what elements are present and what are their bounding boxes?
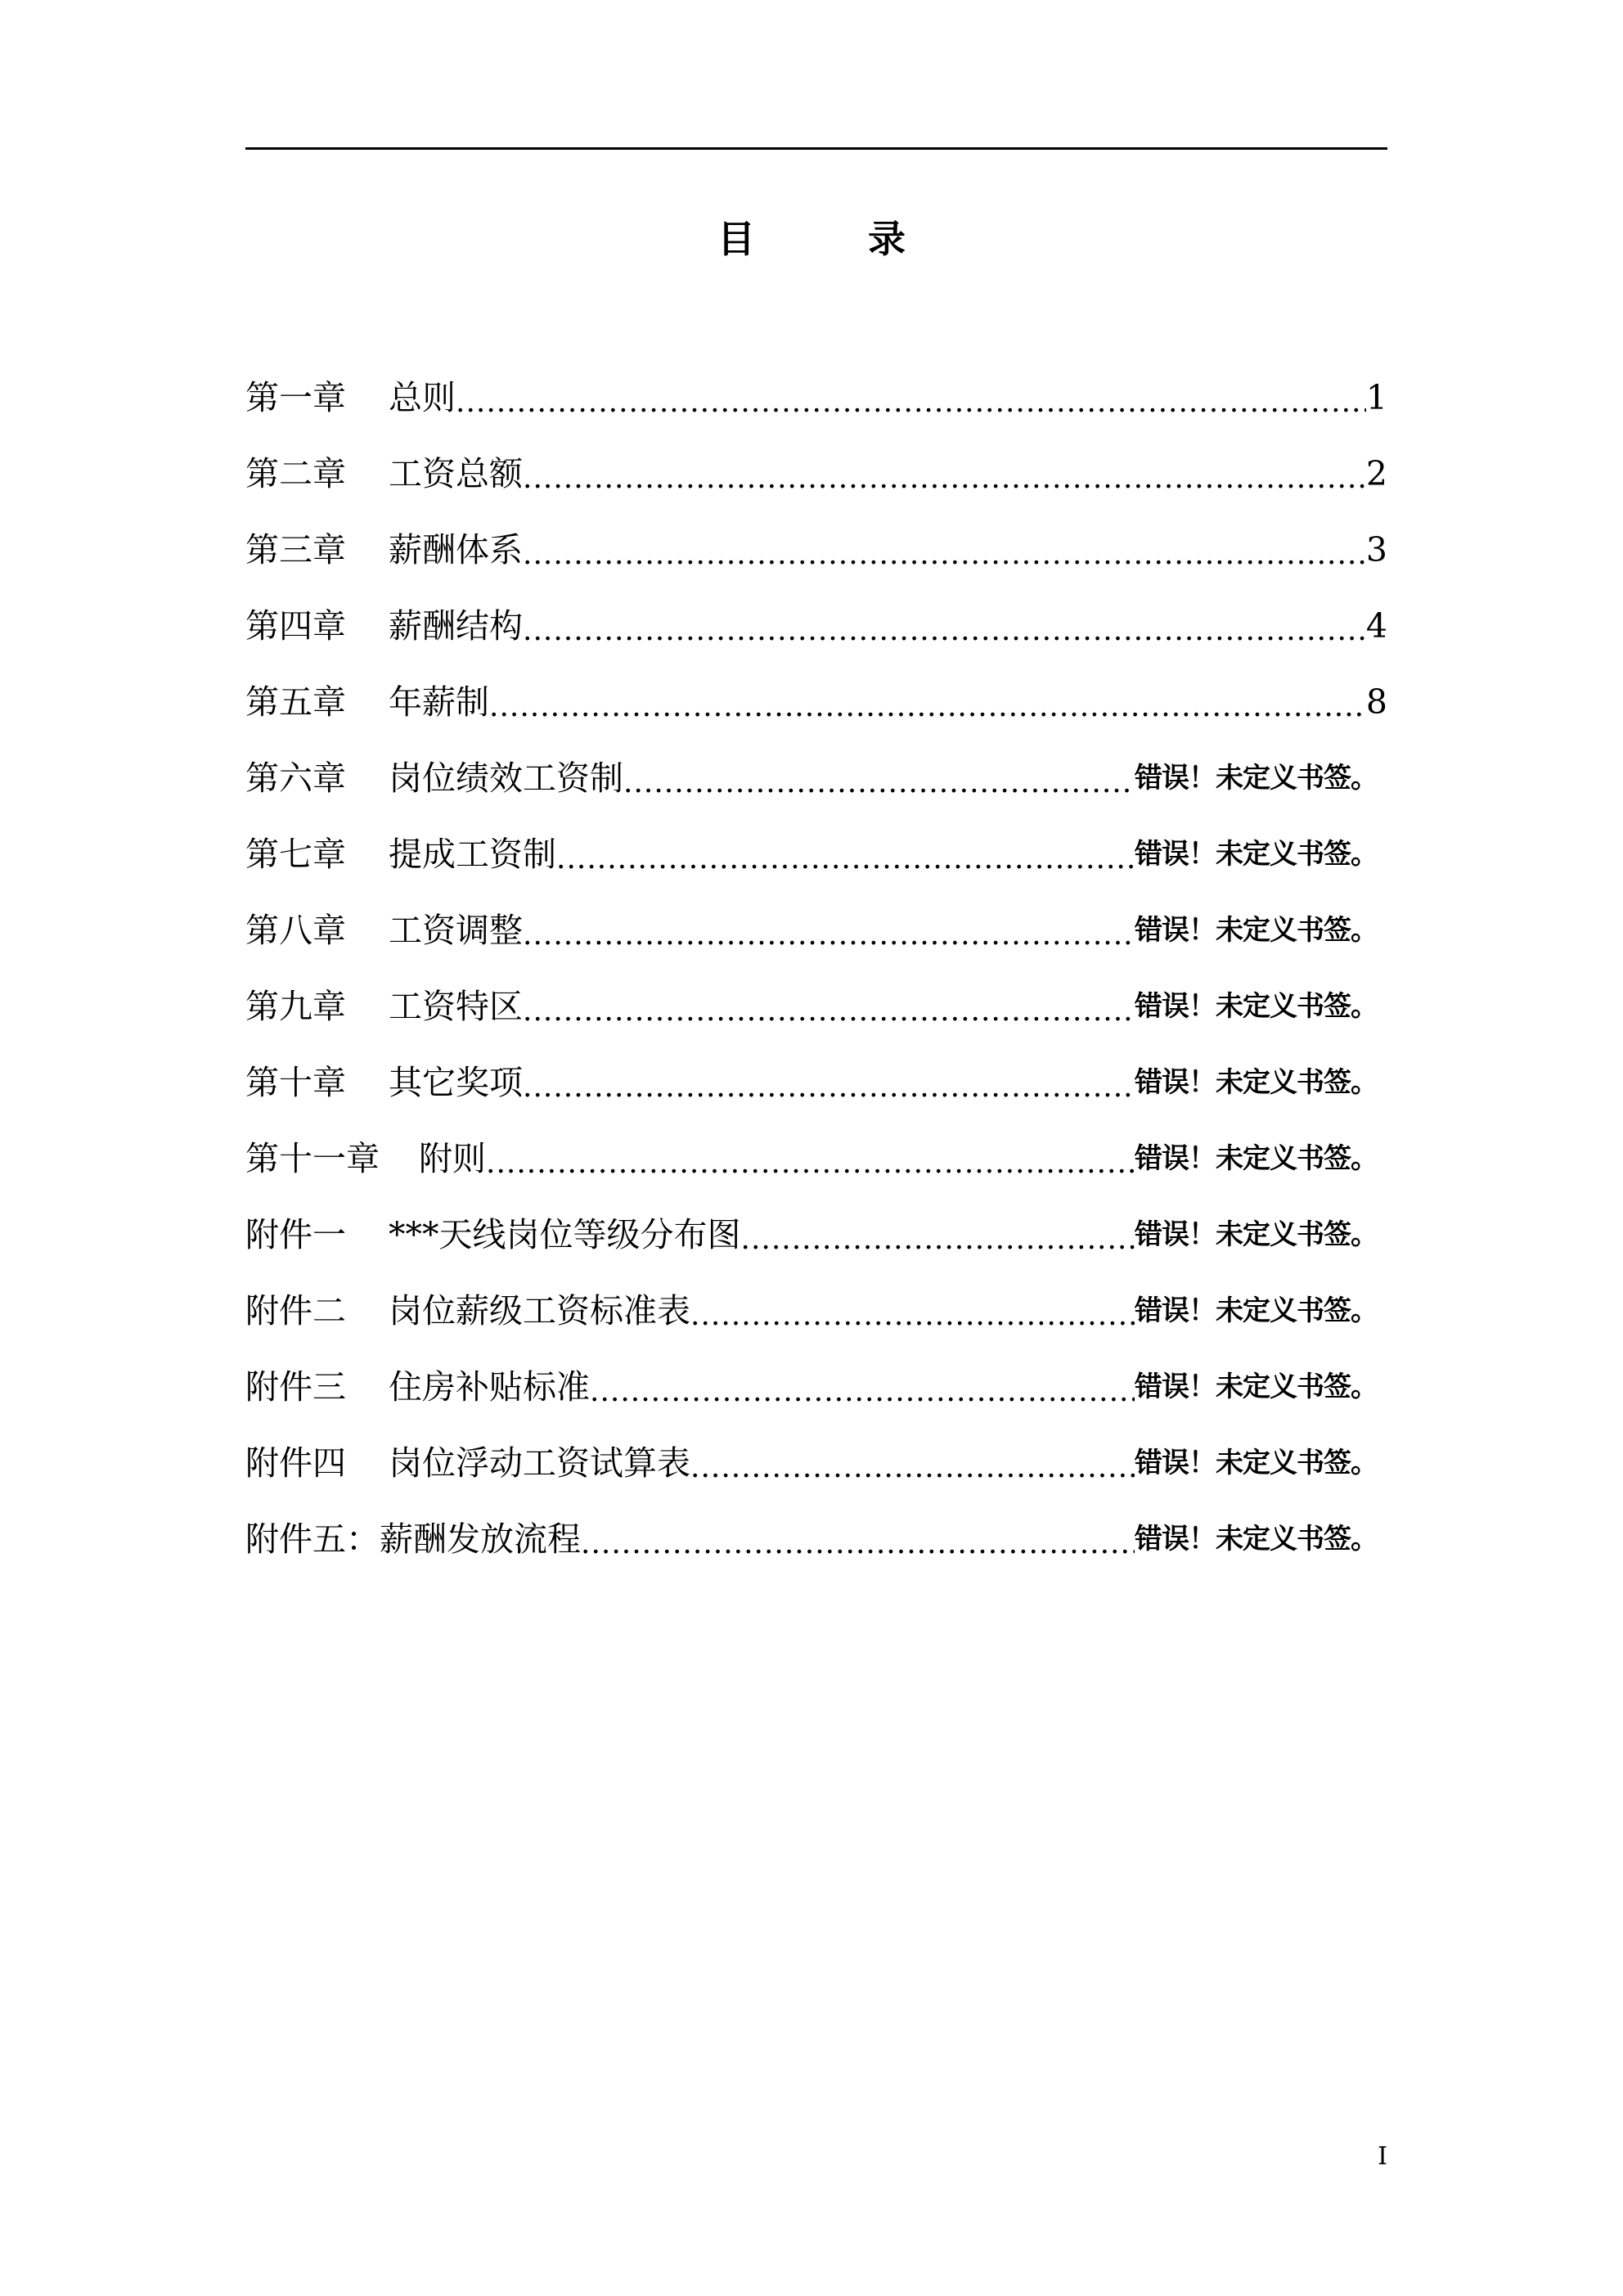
table-of-contents [245,360,1387,1578]
toc-entry[interactable] [245,436,1387,512]
toc-entry-title: 薪酬结构 [389,606,523,646]
toc-entry-title: 总则 [389,378,456,417]
toc-leader-dots [456,378,1366,419]
toc-page-number: 2 [1365,454,1387,493]
toc-leader-dots [523,1063,1135,1104]
toc-leader-dots [523,606,1366,647]
toc-chapter-label: 第四章 [245,606,346,646]
toc-entry-title: 提成工资制 [389,835,556,874]
toc-leader-dots [690,1291,1135,1332]
toc-chapter-label: 附件三 [245,1367,346,1407]
toc-leader-dots [523,530,1366,571]
toc-page-number: 3 [1365,530,1387,569]
toc-entry[interactable] [245,893,1387,969]
toc-page-error: 错误！未定义书签。 [1135,1066,1378,1099]
toc-page-error: 错误！未定义书签。 [1135,1218,1378,1251]
toc-entry-title: 工资调整 [389,911,523,950]
header-rule [245,147,1387,150]
toc-entry[interactable] [245,817,1387,893]
toc-entry-title: 附则 [419,1139,486,1178]
toc-entry-title: 年薪制 [389,682,489,722]
toc-entry-title: 薪酬发放流程 [380,1519,581,1559]
toc-leader-dots [523,454,1366,495]
toc-entry[interactable] [245,1121,1387,1197]
toc-chapter-label: 第十一章 [245,1139,380,1178]
toc-chapter-label: 第一章 [245,378,346,417]
toc-title: 目 录 [717,217,943,261]
toc-entry[interactable] [245,664,1387,741]
toc-entry[interactable] [245,1197,1387,1273]
toc-chapter-label: 第六章 [245,759,346,798]
toc-chapter-label: 附件一 [245,1215,346,1254]
toc-entry[interactable] [245,512,1387,588]
page-number: I [1378,2142,1387,2171]
toc-chapter-label: 第二章 [245,454,346,493]
toc-chapter-label: 附件五： [245,1519,380,1559]
toc-entry-title: ***天线岗位等级分布图 [389,1215,741,1254]
toc-entry[interactable] [245,360,1387,436]
toc-page-error: 错误！未定义书签。 [1135,1523,1378,1555]
toc-page-error: 错误！未定义书签。 [1135,1371,1378,1403]
toc-chapter-label: 第八章 [245,911,346,950]
toc-leader-dots [523,911,1135,952]
toc-page-number: 1 [1365,378,1387,417]
toc-chapter-label: 第三章 [245,530,346,569]
toc-entry-title: 住房补贴标准 [389,1367,590,1407]
toc-entry[interactable] [245,1273,1387,1349]
toc-entry[interactable] [245,1425,1387,1501]
toc-chapter-label: 附件四 [245,1443,346,1483]
toc-chapter-label: 第五章 [245,682,346,722]
toc-entry-title: 工资总额 [389,454,523,493]
toc-entry-title: 岗位薪级工资标准表 [389,1291,690,1330]
toc-page-error: 错误！未定义书签。 [1135,990,1378,1023]
toc-entry-title: 工资特区 [389,987,523,1026]
toc-entry-title: 薪酬体系 [389,530,523,569]
toc-leader-dots [486,1139,1135,1180]
toc-page-number: 8 [1365,682,1387,722]
toc-entry[interactable] [245,741,1387,817]
toc-entry[interactable] [245,1501,1387,1578]
toc-page-error: 错误！未定义书签。 [1135,914,1378,947]
toc-entry-title: 岗位绩效工资制 [389,759,623,798]
toc-entry[interactable] [245,588,1387,664]
toc-entry-title: 其它奖项 [389,1063,523,1102]
toc-entry[interactable] [245,969,1387,1045]
toc-page-error: 错误！未定义书签。 [1135,762,1378,795]
toc-leader-dots [741,1215,1135,1256]
toc-page-error: 错误！未定义书签。 [1135,1142,1378,1175]
toc-leader-dots [690,1443,1135,1484]
toc-page-number: 4 [1365,606,1387,646]
toc-entry[interactable] [245,1045,1387,1121]
toc-leader-dots [590,1367,1135,1408]
toc-leader-dots [581,1519,1135,1560]
toc-leader-dots [489,682,1366,723]
toc-chapter-label: 附件二 [245,1291,346,1330]
toc-leader-dots [523,987,1135,1028]
toc-leader-dots [556,835,1135,876]
toc-page-error: 错误！未定义书签。 [1135,1294,1378,1327]
toc-page-error: 错误！未定义书签。 [1135,838,1378,871]
toc-entry-title: 岗位浮动工资试算表 [389,1443,690,1483]
toc-entry[interactable] [245,1349,1387,1425]
toc-chapter-label: 第九章 [245,987,346,1026]
toc-leader-dots [623,759,1135,799]
toc-page-error: 错误！未定义书签。 [1135,1447,1378,1479]
toc-chapter-label: 第十章 [245,1063,346,1102]
toc-chapter-label: 第七章 [245,835,346,874]
